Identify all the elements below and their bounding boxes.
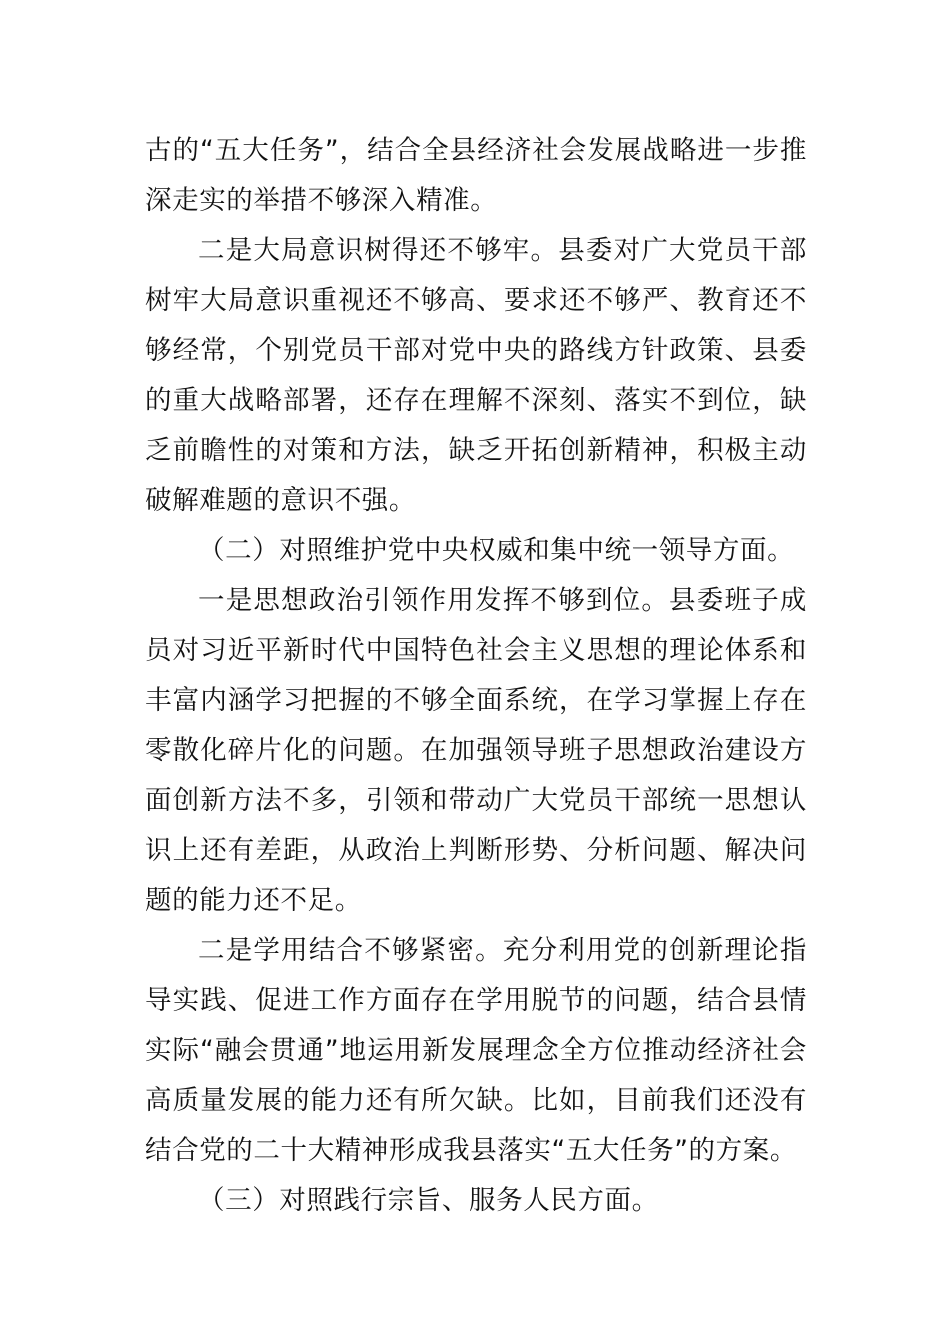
- section-heading-2: （二）对照维护党中央权威和集中统一领导方面。: [198, 535, 795, 566]
- document-body: [145, 126, 807, 1226]
- paragraph-continuation: 古的“五大任务”，结合全县经济社会发展战略进一步推深走实的举措不够深入精准。: [145, 135, 807, 216]
- paragraph-overall-awareness: 二是大局意识树得还不够牢。县委对广大党员干部树牢大局意识重视还不够高、要求还不够严、教育还不够经常，个别党员干部对党中央的路线方针政策、县委的重大战略部署，还存在理解不深刻、落实不到位，缺乏前瞻性的对策和方法，缺乏开拓创新精神，积极主动破解难题的意识不强。: [145, 235, 807, 516]
- section-heading-3: （三）对照践行宗旨、服务人民方面。: [198, 1185, 659, 1216]
- paragraph-political-guidance: 一是思想政治引领作用发挥不够到位。县委班子成员对习近平新时代中国特色社会主义思想的理论体系和丰富内涵学习把握的不够全面系统，在学习掌握上存在零散化碎片化的问题。在加强领导班子思想政治建设方面创新方法不多，引领和带动广大党员干部统一思想认识上还有差距，从政治上判断形势、分析问题、解决问题的能力还不足。: [145, 585, 807, 916]
- paragraph-study-application: 二是学用结合不够紧密。充分利用党的创新理论指导实践、促进工作方面存在学用脱节的问题，结合县情实际“融会贯通”地运用新发展理念全方位推动经济社会高质量发展的能力还有所欠缺。比如，目前我们还没有结合党的二十大精神形成我县落实“五大任务”的方案。: [145, 935, 807, 1166]
